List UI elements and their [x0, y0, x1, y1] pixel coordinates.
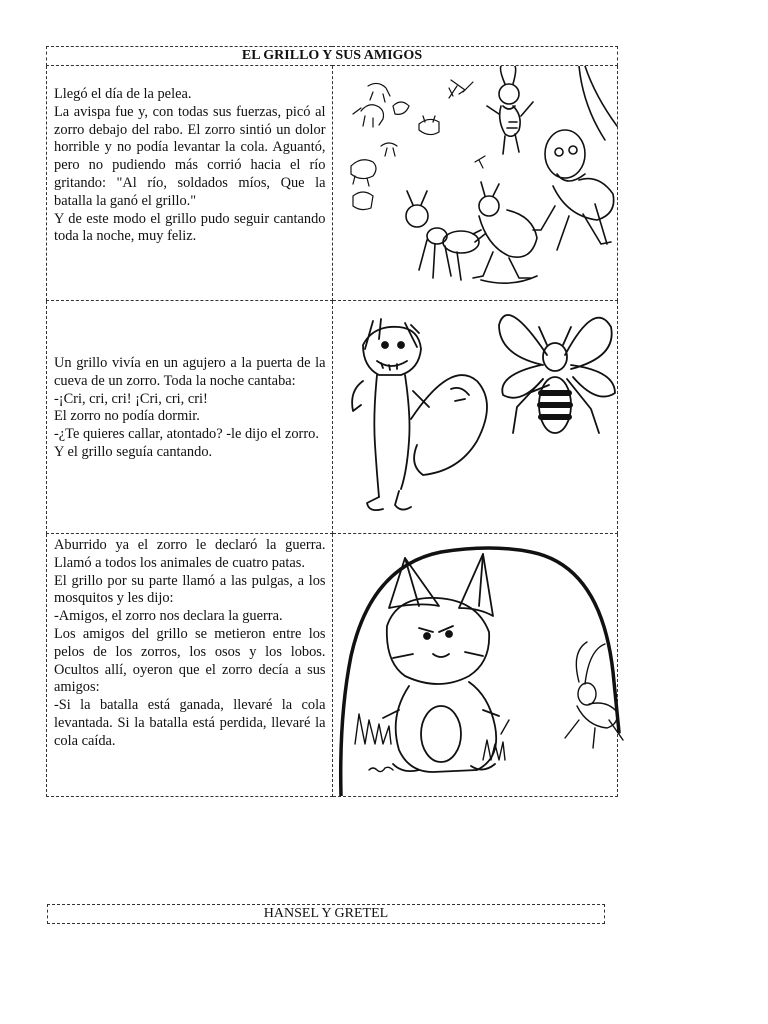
angry-fox-icon: [383, 554, 499, 772]
paragraph: Y el grillo seguía cantando.: [54, 443, 213, 460]
paragraph: La avispa fue y, con todas sus fuerzas, picó al zorro debajo del rabo. El zorro sintió un dolor horrible y no podía levantar la cola. Aguantó, pero no pudiendo más corrió hacia el río gritando: "Al río, soldados míos, Que la batalla la ganó el grillo.": [54, 103, 326, 209]
next-story-title: HANSEL Y GRETEL: [47, 904, 605, 924]
fox-and-wasp-icon: [332, 301, 618, 534]
paragraph: Llegó el día de la pelea.: [54, 86, 192, 102]
ant-icon: [406, 191, 481, 280]
insect-army-icon: [332, 66, 618, 301]
fox-icon: [352, 319, 487, 510]
story-table: [46, 46, 618, 797]
cricket-icon: [487, 66, 533, 154]
story-title: EL GRILLO Y SUS AMIGOS: [47, 47, 618, 66]
paragraph: -¿Te quieres callar, atontado? -le dijo el zorro.: [54, 426, 319, 443]
paragraph: Y de este modo el grillo pudo seguir cantando toda la noche, muy feliz.: [54, 210, 326, 245]
paragraph: Los amigos del grillo se metieron entre los pelos de los zorros, los osos y los lobos. Ocultos allí, oyeron que el zorro decía a sus amigos:: [54, 625, 326, 696]
fox-in-cave-icon: [332, 534, 618, 797]
flea-icon: [473, 182, 537, 283]
paragraph: El zorro no podía dormir.: [54, 408, 200, 425]
small-animals-icon: [351, 80, 485, 210]
paragraph: El grillo por su parte llamó a las pulgas, a los mosquitos y les dijo:: [54, 572, 326, 607]
panel-start-text: [47, 301, 333, 534]
grasshopper-icon: [533, 66, 617, 250]
panel-middle-text: [47, 534, 333, 797]
panel-end-text: [47, 66, 333, 301]
story-card: [46, 46, 618, 797]
paragraph: -Si la batalla está ganada, llevaré la cola levantada. Si la batalla está perdida, llevaré la cola caída.: [54, 697, 326, 749]
paragraph: Un grillo vivía en un agujero a la puerta de la cueva de un zorro. Toda la noche cantaba:: [54, 355, 326, 389]
wasp-icon: [499, 315, 615, 433]
paragraph: -¡Cri, cri, cri! ¡Cri, cri, cri!: [54, 390, 208, 407]
paragraph: Aburrido ya el zorro le declaró la guerra. Llamó a todos los animales de cuatro patas.: [54, 537, 326, 571]
paragraph: -Amigos, el zorro nos declara la guerra.: [54, 608, 283, 625]
